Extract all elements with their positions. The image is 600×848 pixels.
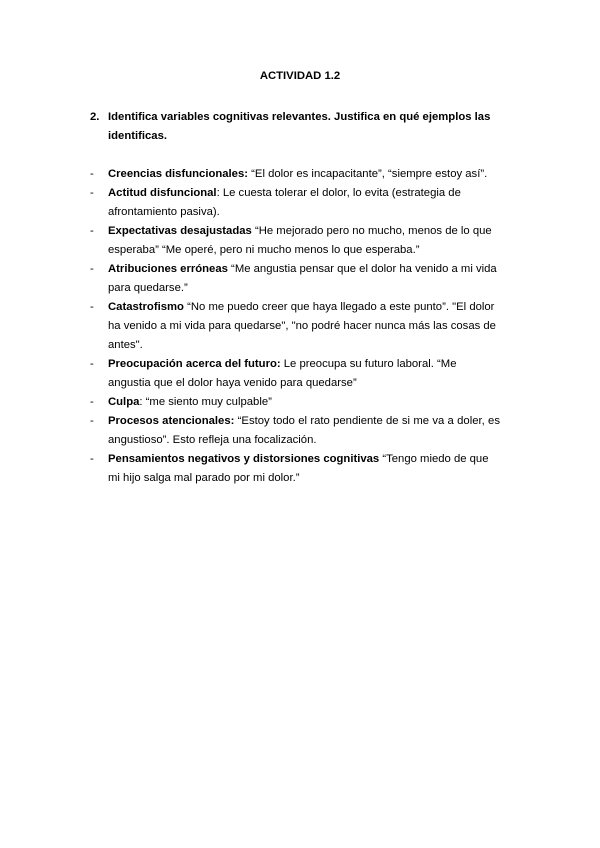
list-item xyxy=(90,298,500,355)
list-bullet: - xyxy=(90,453,94,465)
list-bullet: - xyxy=(90,263,94,275)
list-bullet: - xyxy=(90,187,94,199)
item-text: “Me angustia pensar que el dolor ha venido a mi vida para quedarse.” xyxy=(108,263,497,294)
list-item xyxy=(90,393,500,412)
question-text: Identifica variables cognitivas relevantes. Justifica en qué ejemplos las identificas. xyxy=(108,111,491,142)
list-bullet: - xyxy=(90,301,94,313)
item-text: “No me puedo creer que haya llegado a este punto”. "El dolor ha venido a mi vida para quedarse", "no podré hacer nunca más las cosas de antes". xyxy=(108,301,496,351)
variables-list xyxy=(90,165,500,488)
list-item xyxy=(90,222,500,260)
list-bullet: - xyxy=(90,415,94,427)
item-text: “He mejorado pero no mucho, menos de lo que esperaba” “Me operé, pero ni mucho menos lo que esperaba.” xyxy=(108,225,492,256)
list-item xyxy=(90,165,500,184)
item-term: Expectativas desajustadas xyxy=(108,225,252,237)
item-text: “Tengo miedo de que mi hijo salga mal parado por mi dolor.” xyxy=(108,453,489,484)
item-term: Actitud disfuncional xyxy=(108,187,217,199)
item-text: “Estoy todo el rato pendiente de si me va a doler, es angustioso”. Esto refleja una focalización. xyxy=(108,415,500,446)
item-text: Le preocupa su futuro laboral. “Me angustia que el dolor haya venido para quedarse” xyxy=(108,358,457,389)
list-item xyxy=(90,355,500,393)
item-term: Preocupación acerca del futuro: xyxy=(108,358,281,370)
item-term: Culpa xyxy=(108,396,140,408)
question-number: 2. xyxy=(90,111,100,123)
item-text: “El dolor es incapacitante”, “siempre estoy así”. xyxy=(248,168,488,180)
item-term: Catastrofismo xyxy=(108,301,184,313)
item-term: Pensamientos negativos y distorsiones cognitivas xyxy=(108,453,380,465)
list-bullet: - xyxy=(90,396,94,408)
list-item xyxy=(90,412,500,450)
list-item xyxy=(90,260,500,298)
item-term: Creencias disfuncionales: xyxy=(108,168,249,180)
page-title: ACTIVIDAD 1.2 xyxy=(259,70,341,82)
item-term: Atribuciones erróneas xyxy=(108,263,228,275)
question-block xyxy=(90,108,510,146)
item-text: : Le cuesta tolerar el dolor, lo evita (estrategia de afrontamiento pasiva). xyxy=(108,187,461,218)
item-term: Procesos atencionales: xyxy=(108,415,235,427)
list-bullet: - xyxy=(90,168,94,180)
list-bullet: - xyxy=(90,358,94,370)
list-bullet: - xyxy=(90,225,94,237)
list-item xyxy=(90,450,500,488)
item-text: : “me siento muy culpable” xyxy=(139,396,272,408)
list-item xyxy=(90,184,500,222)
